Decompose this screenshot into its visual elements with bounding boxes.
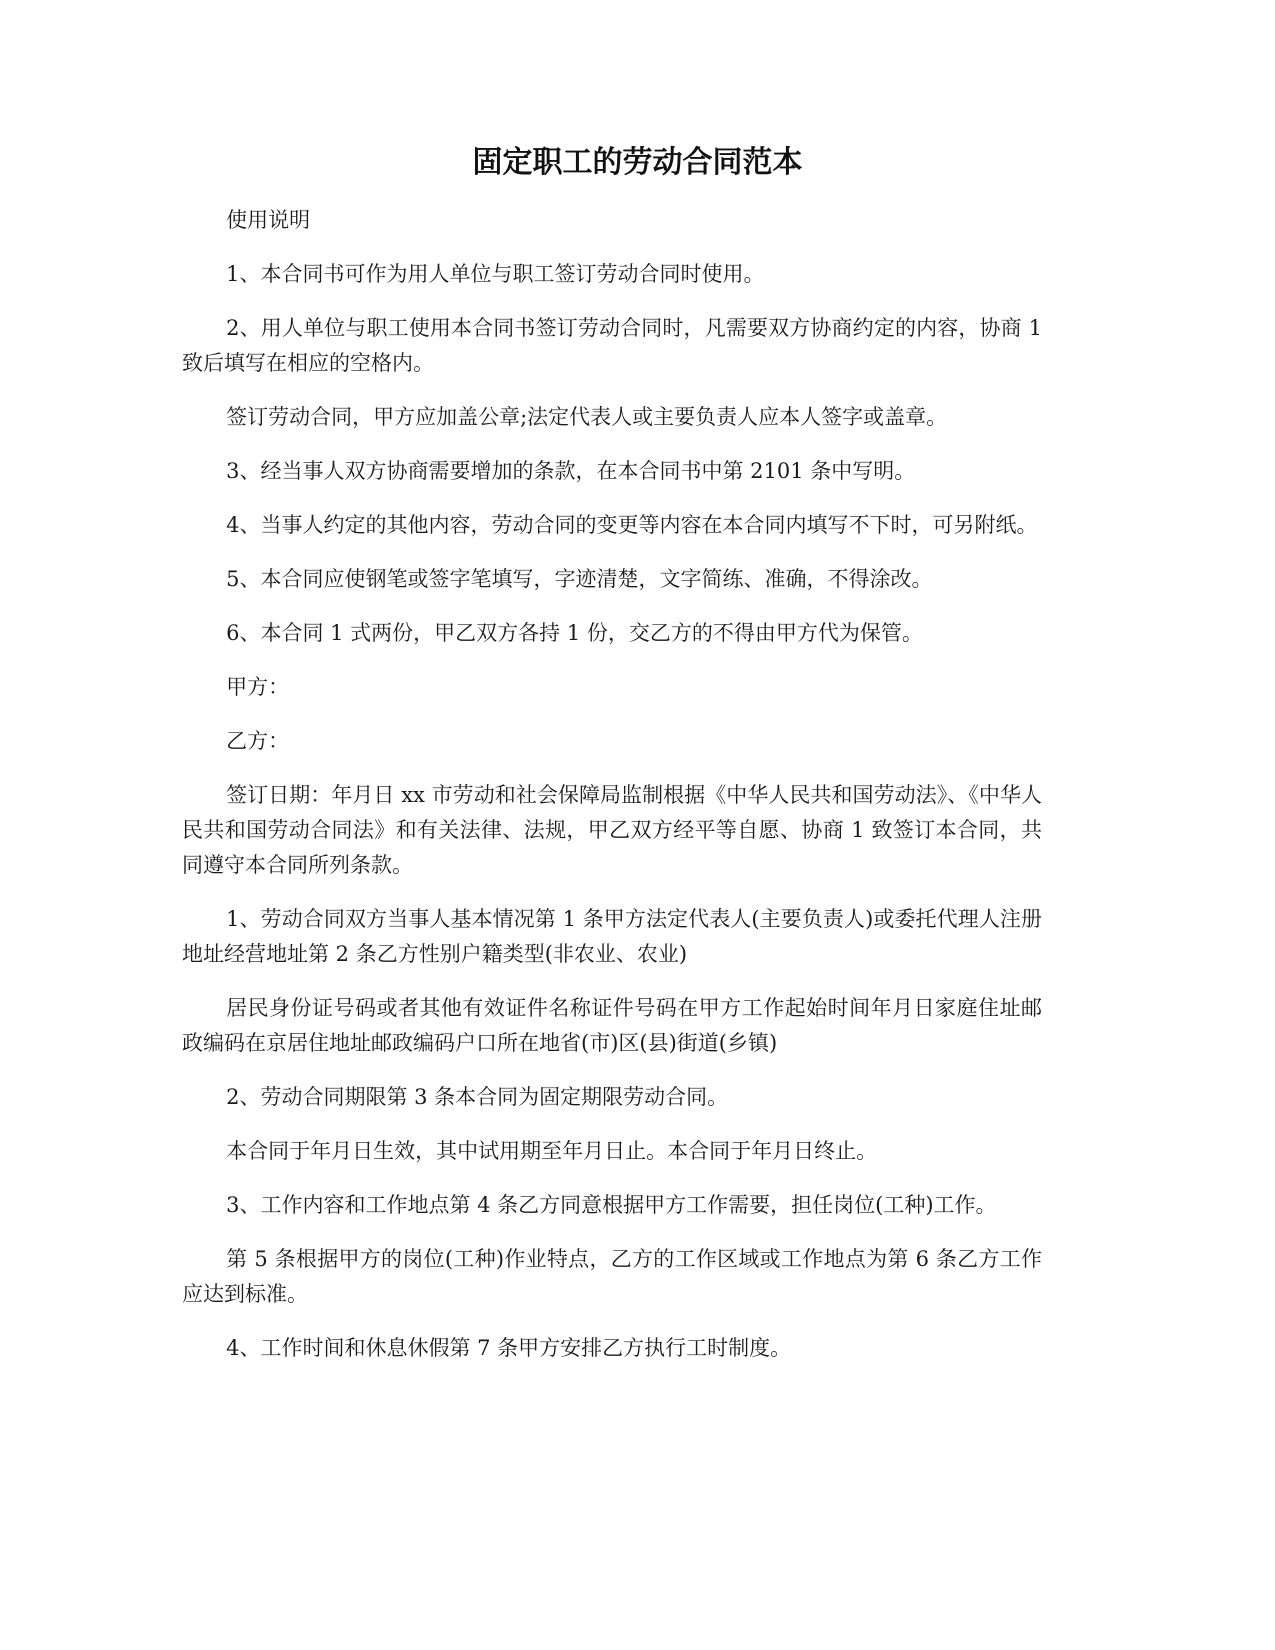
- paragraph-section-1: 1、劳动合同双方当事人基本情况第 1 条甲方法定代表人(主要负责人)或委托代理人注册地址经营地址第 2 条乙方性别户籍类型(非农业、农业): [182, 907, 1042, 966]
- paragraph-seal-note: 签订劳动合同，甲方应加盖公章;法定代表人或主要负责人应本人签字或盖章。: [226, 405, 948, 429]
- document-title: 固定职工的劳动合同范本: [472, 145, 803, 180]
- paragraph-usage-3: 3、经当事人双方协商需要增加的条款，在本合同书中第 2101 条中写明。: [226, 459, 916, 483]
- party-a-field: 甲方：: [226, 675, 290, 699]
- paragraph-usage-heading: 使用说明: [226, 208, 311, 232]
- paragraph-usage-4: 4、当事人约定的其他内容，劳动合同的变更等内容在本合同内填写不下时，可另附纸。: [226, 513, 1038, 537]
- paragraph-usage-5: 5、本合同应使钢笔或签字笔填写，字迹清楚，文字简练、准确，不得涂改。: [226, 567, 933, 591]
- paragraph-section-4: 4、工作时间和休息休假第 7 条甲方安排乙方执行工时制度。: [226, 1336, 792, 1360]
- paragraph-section-3: 3、工作内容和工作地点第 4 条乙方同意根据甲方工作需要，担任岗位(工种)工作。: [226, 1193, 997, 1217]
- document-body: [182, 203, 1042, 1385]
- paragraph-usage-2: 2、用人单位与职工使用本合同书签订劳动合同时，凡需要双方协商约定的内容，协商 1 致后填写在相应的空格内。: [182, 316, 1042, 375]
- paragraph-usage-1: 1、本合同书可作为用人单位与职工签订劳动合同时使用。: [226, 262, 765, 286]
- paragraph-signing-date: 签订日期：年月日 xx 市劳动和社会保障局监制根据《中华人民共和国劳动法》、《中华人民共和国劳动合同法》和有关法律、法规，甲乙双方经平等自愿、协商 1 致签订本合同，共同遵守本合同所列条款。: [182, 783, 1042, 877]
- paragraph-id-info: 居民身份证号码或者其他有效证件名称证件号码在甲方工作起始时间年月日家庭住址邮政编码在京居住地址邮政编码户口所在地省(市)区(县)街道(乡镇): [182, 996, 1042, 1055]
- paragraph-usage-6: 6、本合同 1 式两份，甲乙双方各持 1 份，交乙方的不得由甲方代为保管。: [226, 621, 923, 645]
- paragraph-article-5: 第 5 条根据甲方的岗位(工种)作业特点，乙方的工作区域或工作地点为第 6 条乙方工作应达到标准。: [182, 1247, 1042, 1306]
- party-b-field: 乙方：: [226, 729, 290, 753]
- paragraph-effective-date: 本合同于年月日生效，其中试用期至年月日止。本合同于年月日终止。: [226, 1139, 878, 1163]
- paragraph-section-2: 2、劳动合同期限第 3 条本合同为固定期限劳动合同。: [226, 1085, 729, 1109]
